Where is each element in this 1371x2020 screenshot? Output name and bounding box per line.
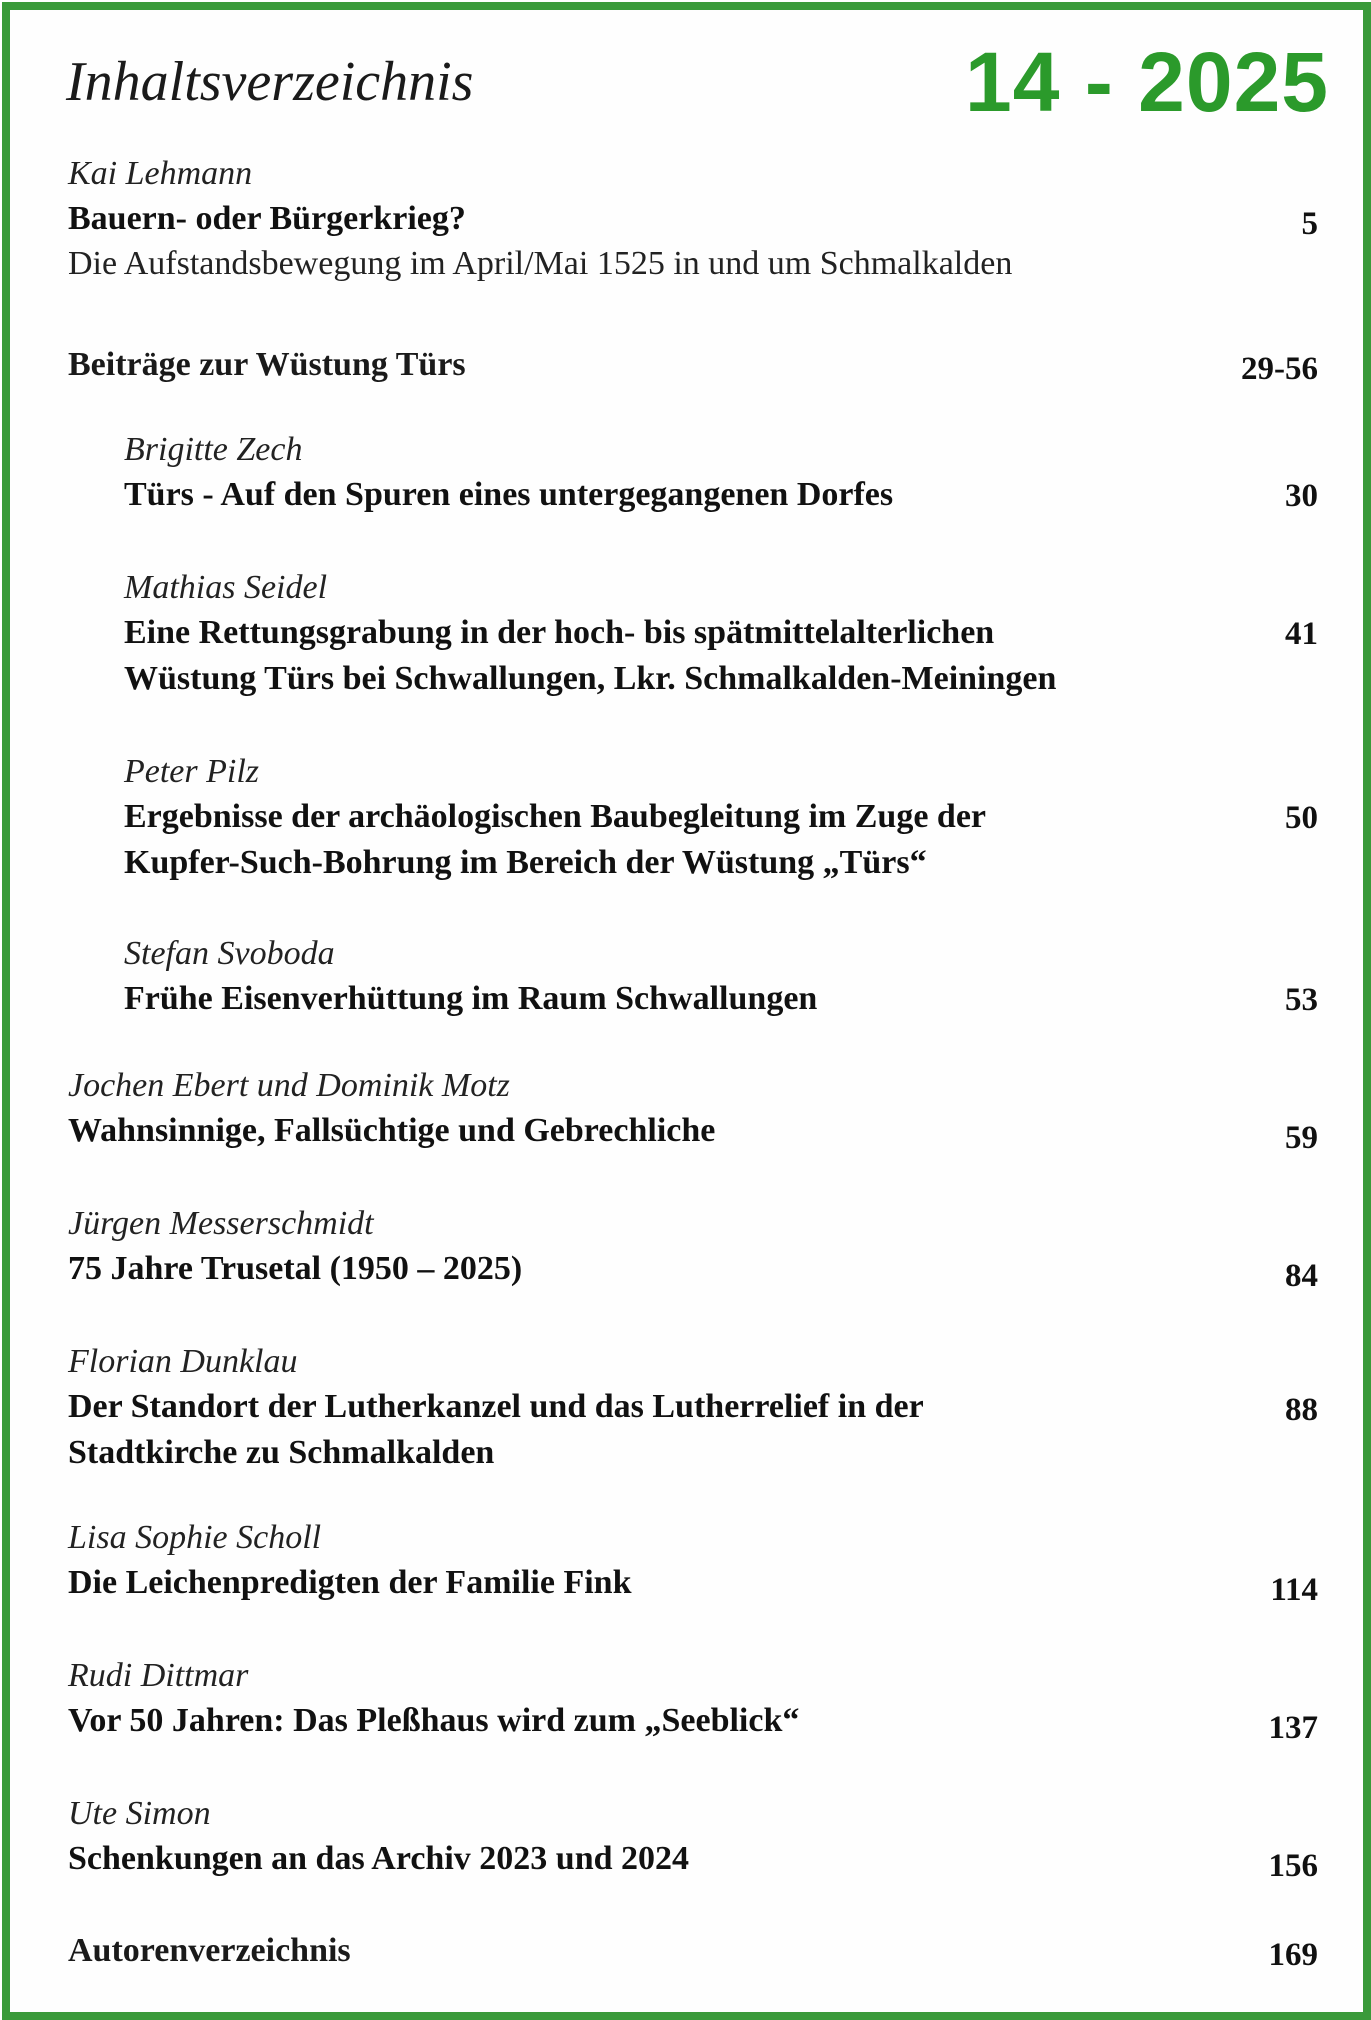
toc-entry: [124, 932, 1318, 1022]
entry-title: Die Leichenpredigten der Familie Fink: [68, 1564, 632, 1601]
entry-author: Jochen Ebert und Dominik Motz: [68, 1067, 510, 1104]
entry-author: Peter Pilz: [124, 753, 260, 790]
entry-title-line: Der Standort der Lutherkanzel und das Lutherrelief in der: [68, 1388, 924, 1425]
toc-entry: [68, 152, 1318, 286]
entry-title: Schenkungen an das Archiv 2023 und 2024: [68, 1840, 690, 1877]
entry-page: 88: [1285, 1392, 1318, 1428]
entry-title: Frühe Eisenverhüttung im Raum Schwallungen: [124, 980, 818, 1017]
toc-entry: [68, 1202, 1318, 1292]
page-title: Inhaltsverzeichnis: [66, 51, 474, 113]
entry-title: Vor 50 Jahren: Das Pleßhaus wird zum „Seeblick“: [68, 1702, 800, 1739]
entry-author: Mathias Seidel: [124, 569, 328, 606]
issue-number: 14 - 2025: [965, 35, 1329, 129]
toc-entry: [124, 750, 1318, 886]
entry-author: Florian Dunklau: [68, 1343, 298, 1380]
entry-author: Ute Simon: [68, 1795, 211, 1832]
toc-entry: [124, 566, 1318, 702]
toc-entry: [68, 1064, 1318, 1154]
entry-subtitle: Die Aufstandsbewegung im April/Mai 1525 in und um Schmalkalden: [68, 245, 1013, 282]
entry-page: 29-56: [1241, 351, 1318, 387]
section-title: Beiträge zur Wüstung Türs: [68, 346, 466, 383]
entry-title: Bauern- oder Bürgerkrieg?: [68, 200, 466, 237]
entry-title: Türs - Auf den Spuren eines untergegangenen Dorfes: [124, 476, 894, 513]
toc-entry: [68, 1516, 1318, 1606]
entry-author: Rudi Dittmar: [68, 1657, 249, 1694]
section-title: Autorenverzeichnis: [68, 1932, 351, 1969]
entry-author: Kai Lehmann: [68, 155, 253, 192]
entry-title-line: Wüstung Türs bei Schwallungen, Lkr. Schmalkalden-Meiningen: [124, 660, 1057, 697]
toc-entry: [124, 428, 1318, 518]
entry-title: 75 Jahre Trusetal (1950 – 2025): [68, 1250, 523, 1287]
entry-title-line: Ergebnisse der archäologischen Baubegleitung im Zuge der: [124, 798, 987, 835]
toc-entry: [68, 1792, 1318, 1882]
entry-author: Brigitte Zech: [124, 431, 303, 468]
entry-page: 30: [1285, 478, 1318, 514]
entry-title-line: Stadtkirche zu Schmalkalden: [68, 1434, 495, 1471]
entry-page: 59: [1285, 1120, 1318, 1156]
entry-title-line: Kupfer-Such-Bohrung im Bereich der Wüstung „Türs“: [124, 844, 927, 881]
toc-section: [68, 1928, 1318, 1974]
entry-author: Stefan Svoboda: [124, 935, 335, 972]
toc-entry: [68, 1340, 1318, 1476]
entry-page: 114: [1270, 1572, 1318, 1608]
entry-title: Wahnsinnige, Fallsüchtige und Gebrechliche: [68, 1112, 716, 1149]
entry-page: 50: [1285, 800, 1318, 836]
entry-page: 5: [1301, 206, 1318, 242]
toc-entry: [68, 1654, 1318, 1744]
entry-page: 53: [1285, 982, 1318, 1018]
entry-author: Lisa Sophie Scholl: [68, 1519, 322, 1556]
entry-page: 41: [1285, 616, 1318, 652]
entry-page: 137: [1268, 1710, 1318, 1746]
entry-page: 169: [1268, 1937, 1318, 1973]
toc-section: [68, 342, 1318, 388]
entry-author: Jürgen Messerschmidt: [68, 1205, 374, 1242]
entry-title-line: Eine Rettungsgrabung in der hoch- bis spätmittelalterlichen: [124, 614, 995, 651]
entry-page: 84: [1285, 1258, 1318, 1294]
entry-page: 156: [1268, 1848, 1318, 1884]
